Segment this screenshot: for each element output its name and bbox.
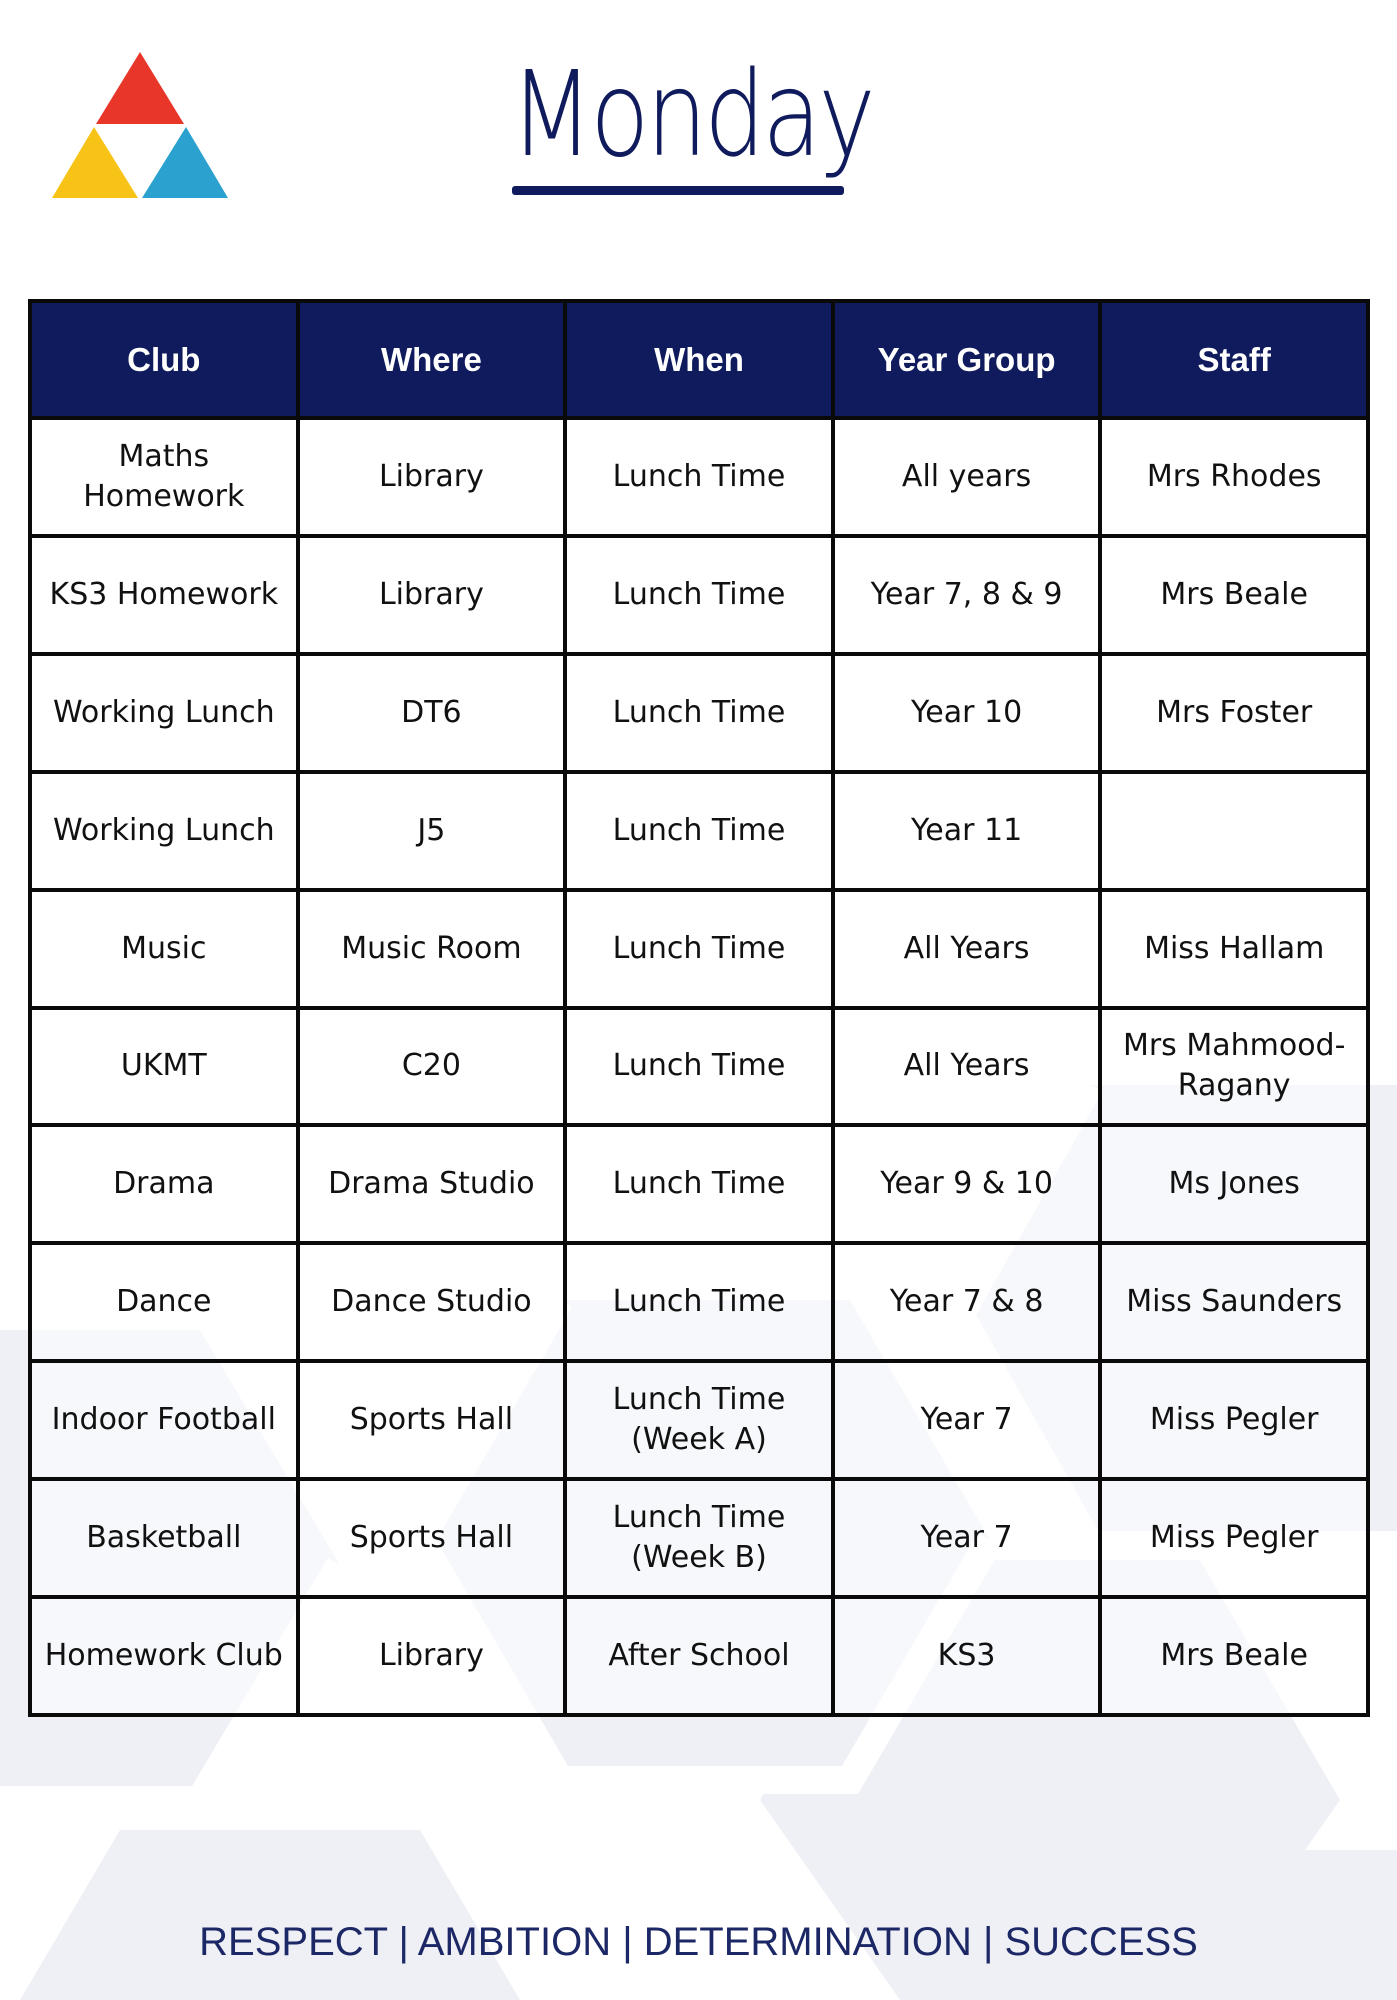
when-cell: Lunch Time (565, 772, 833, 890)
club-cell: Maths Homework (30, 418, 298, 536)
when-cell: Lunch Time (565, 654, 833, 772)
when-cell: Lunch Time (565, 1243, 833, 1361)
year-group-cell: All Years (833, 1008, 1101, 1126)
header-row (30, 301, 1368, 418)
title-underline (512, 186, 844, 195)
year-group-cell: All Years (833, 890, 1101, 1008)
when-cell: After School (565, 1597, 833, 1715)
year-group-cell: Year 9 & 10 (833, 1125, 1101, 1243)
year-group-cell: Year 11 (833, 772, 1101, 890)
clubs-table (28, 299, 1370, 1717)
staff-cell: Miss Hallam (1100, 890, 1368, 1008)
staff-cell: Miss Pegler (1100, 1479, 1368, 1597)
when-cell: Lunch Time (Week B) (565, 1479, 833, 1597)
club-cell: Music (30, 890, 298, 1008)
staff-cell: Mrs Beale (1100, 1597, 1368, 1715)
club-cell: Dance (30, 1243, 298, 1361)
where-cell: Library (298, 536, 566, 654)
logo-yellow-triangle (52, 127, 138, 198)
table-row (30, 654, 1368, 772)
staff-cell: Miss Pegler (1100, 1361, 1368, 1479)
logo-blue-triangle (142, 127, 228, 198)
column-header-when: When (565, 301, 833, 418)
where-cell: DT6 (298, 654, 566, 772)
staff-cell: Miss Saunders (1100, 1243, 1368, 1361)
club-cell: Working Lunch (30, 772, 298, 890)
club-cell: Drama (30, 1125, 298, 1243)
column-header-staff: Staff (1100, 301, 1368, 418)
table-row (30, 1243, 1368, 1361)
staff-cell (1100, 772, 1368, 890)
logo-red-triangle (96, 52, 184, 124)
where-cell: Drama Studio (298, 1125, 566, 1243)
table-row (30, 1597, 1368, 1715)
when-cell: Lunch Time (565, 1008, 833, 1126)
table-row (30, 1479, 1368, 1597)
school-logo (52, 52, 228, 198)
club-cell: Homework Club (30, 1597, 298, 1715)
year-group-cell: KS3 (833, 1597, 1101, 1715)
table-row (30, 890, 1368, 1008)
table-row (30, 1361, 1368, 1479)
when-cell: Lunch Time (565, 418, 833, 536)
club-cell: Indoor Football (30, 1361, 298, 1479)
staff-cell: Ms Jones (1100, 1125, 1368, 1243)
school-motto: RESPECT | AMBITION | DETERMINATION | SUCCESS (199, 1920, 1198, 1964)
where-cell: Sports Hall (298, 1479, 566, 1597)
staff-cell: Mrs Rhodes (1100, 418, 1368, 536)
column-header-club: Club (30, 301, 298, 418)
column-header-year-group: Year Group (833, 301, 1101, 418)
staff-cell: Mrs Foster (1100, 654, 1368, 772)
where-cell: Music Room (298, 890, 566, 1008)
table-row (30, 772, 1368, 890)
club-cell: UKMT (30, 1008, 298, 1126)
where-cell: Library (298, 1597, 566, 1715)
when-cell: Lunch Time (565, 1125, 833, 1243)
year-group-cell: Year 7 (833, 1479, 1101, 1597)
page-heading (500, 40, 900, 240)
club-cell: Basketball (30, 1479, 298, 1597)
when-cell: Lunch Time (Week A) (565, 1361, 833, 1479)
staff-cell: Mrs Beale (1100, 536, 1368, 654)
when-cell: Lunch Time (565, 890, 833, 1008)
year-group-cell: Year 7 & 8 (833, 1243, 1101, 1361)
where-cell: Library (298, 418, 566, 536)
table-row (30, 418, 1368, 536)
column-header-where: Where (298, 301, 566, 418)
year-group-cell: Year 7 (833, 1361, 1101, 1479)
table-row (30, 1008, 1368, 1126)
page-title: Monday (510, 45, 873, 183)
where-cell: J5 (298, 772, 566, 890)
where-cell: Sports Hall (298, 1361, 566, 1479)
year-group-cell: All years (833, 418, 1101, 536)
when-cell: Lunch Time (565, 536, 833, 654)
table-row (30, 536, 1368, 654)
where-cell: C20 (298, 1008, 566, 1126)
year-group-cell: Year 7, 8 & 9 (833, 536, 1101, 654)
where-cell: Dance Studio (298, 1243, 566, 1361)
staff-cell: Mrs Mahmood- Ragany (1100, 1008, 1368, 1126)
year-group-cell: Year 10 (833, 654, 1101, 772)
club-cell: Working Lunch (30, 654, 298, 772)
table-row (30, 1125, 1368, 1243)
club-cell: KS3 Homework (30, 536, 298, 654)
